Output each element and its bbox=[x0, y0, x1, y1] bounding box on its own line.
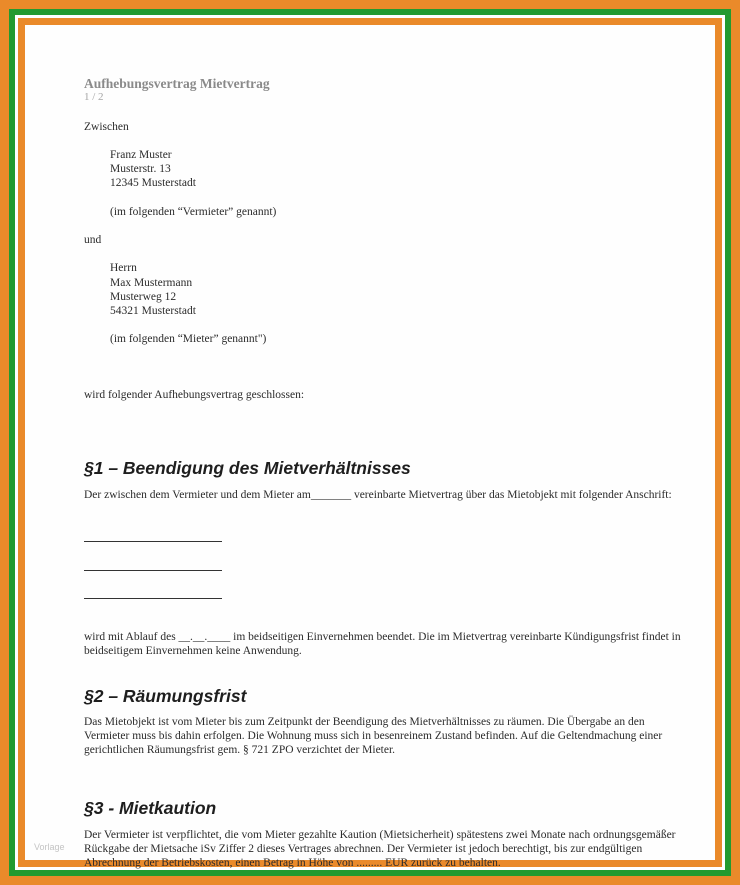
section-1-heading: §1 – Beendigung des Mietverhältnisses bbox=[84, 458, 411, 478]
section-3-heading: §3 - Mietkaution bbox=[84, 798, 217, 818]
landlord-city: 12345 Musterstadt bbox=[110, 177, 196, 189]
landlord-role-note: (im folgenden “Vermieter” genannt) bbox=[110, 206, 277, 218]
tenant-salutation: Herrn bbox=[110, 262, 137, 274]
intro-text: wird folgender Aufhebungsvertrag geschlossen: bbox=[84, 389, 305, 401]
watermark: Vorlage bbox=[34, 842, 65, 852]
and-label: und bbox=[84, 234, 102, 246]
section-2-text: Das Mietobjekt ist vom Mieter bis zum Zeitpunkt der Beendigung des Mietverhältnisses zu räumen. Die Übergabe an den Vermieter muss bis dahin erfolgen. Die Wohnung muss sich in besenreinem Zustand befinden. Auf die Geltendmachung einer gerichtlichen Räumungsfrist gem. § 721 ZPO verzichtet der Mieter. bbox=[84, 716, 663, 756]
landlord-street: Musterstr. 13 bbox=[110, 163, 171, 175]
section-1-text-2: wird mit Ablauf des __.__.____ im beidseitigen Einvernehmen beendet. Die im Mietvertrag vereinbarte Kündigungsfrist findet in beidseitigem Einvernehmen keine Anwendung. bbox=[84, 631, 681, 657]
page-indicator: 1 / 2 bbox=[84, 91, 104, 103]
inner-orange-frame bbox=[18, 18, 722, 867]
address-blank-line-2 bbox=[84, 570, 222, 571]
tenant-street: Musterweg 12 bbox=[110, 291, 177, 303]
green-frame bbox=[9, 9, 731, 876]
section-3-text: Der Vermieter ist verpflichtet, die vom Mieter gezahlte Kaution (Mietsicherheit) spätestens zwei Monate nach ordnungsgemäßer Rückgabe der Mietsache iSv Ziffer 2 dieses Vertrages abrechnen. Der Vermieter ist jedoch berechtigt, bis zur endgültigen Abrechnung der Betriebskosten, einen Betrag in Höhe von ......... EUR zurück zu behalten. bbox=[84, 829, 676, 869]
white-frame bbox=[15, 15, 725, 870]
document-page bbox=[25, 25, 715, 869]
landlord-name: Franz Muster bbox=[110, 149, 172, 161]
address-blank-line-1 bbox=[84, 541, 222, 542]
tenant-name: Max Mustermann bbox=[110, 277, 193, 289]
document-title: Aufhebungsvertrag Mietvertrag bbox=[84, 76, 270, 91]
address-blank-line-3 bbox=[84, 598, 222, 599]
tenant-city: 54321 Musterstadt bbox=[110, 305, 196, 317]
section-2-heading: §2 – Räumungsfrist bbox=[84, 686, 247, 706]
between-label: Zwischen bbox=[84, 121, 129, 133]
section-1-text: Der zwischen dem Vermieter und dem Mieter am_______ vereinbarte Mietvertrag über das Mietobjekt mit folgender Anschrift: bbox=[84, 489, 672, 501]
tenant-role-note: (im folgenden “Mieter” genannt") bbox=[110, 333, 267, 345]
